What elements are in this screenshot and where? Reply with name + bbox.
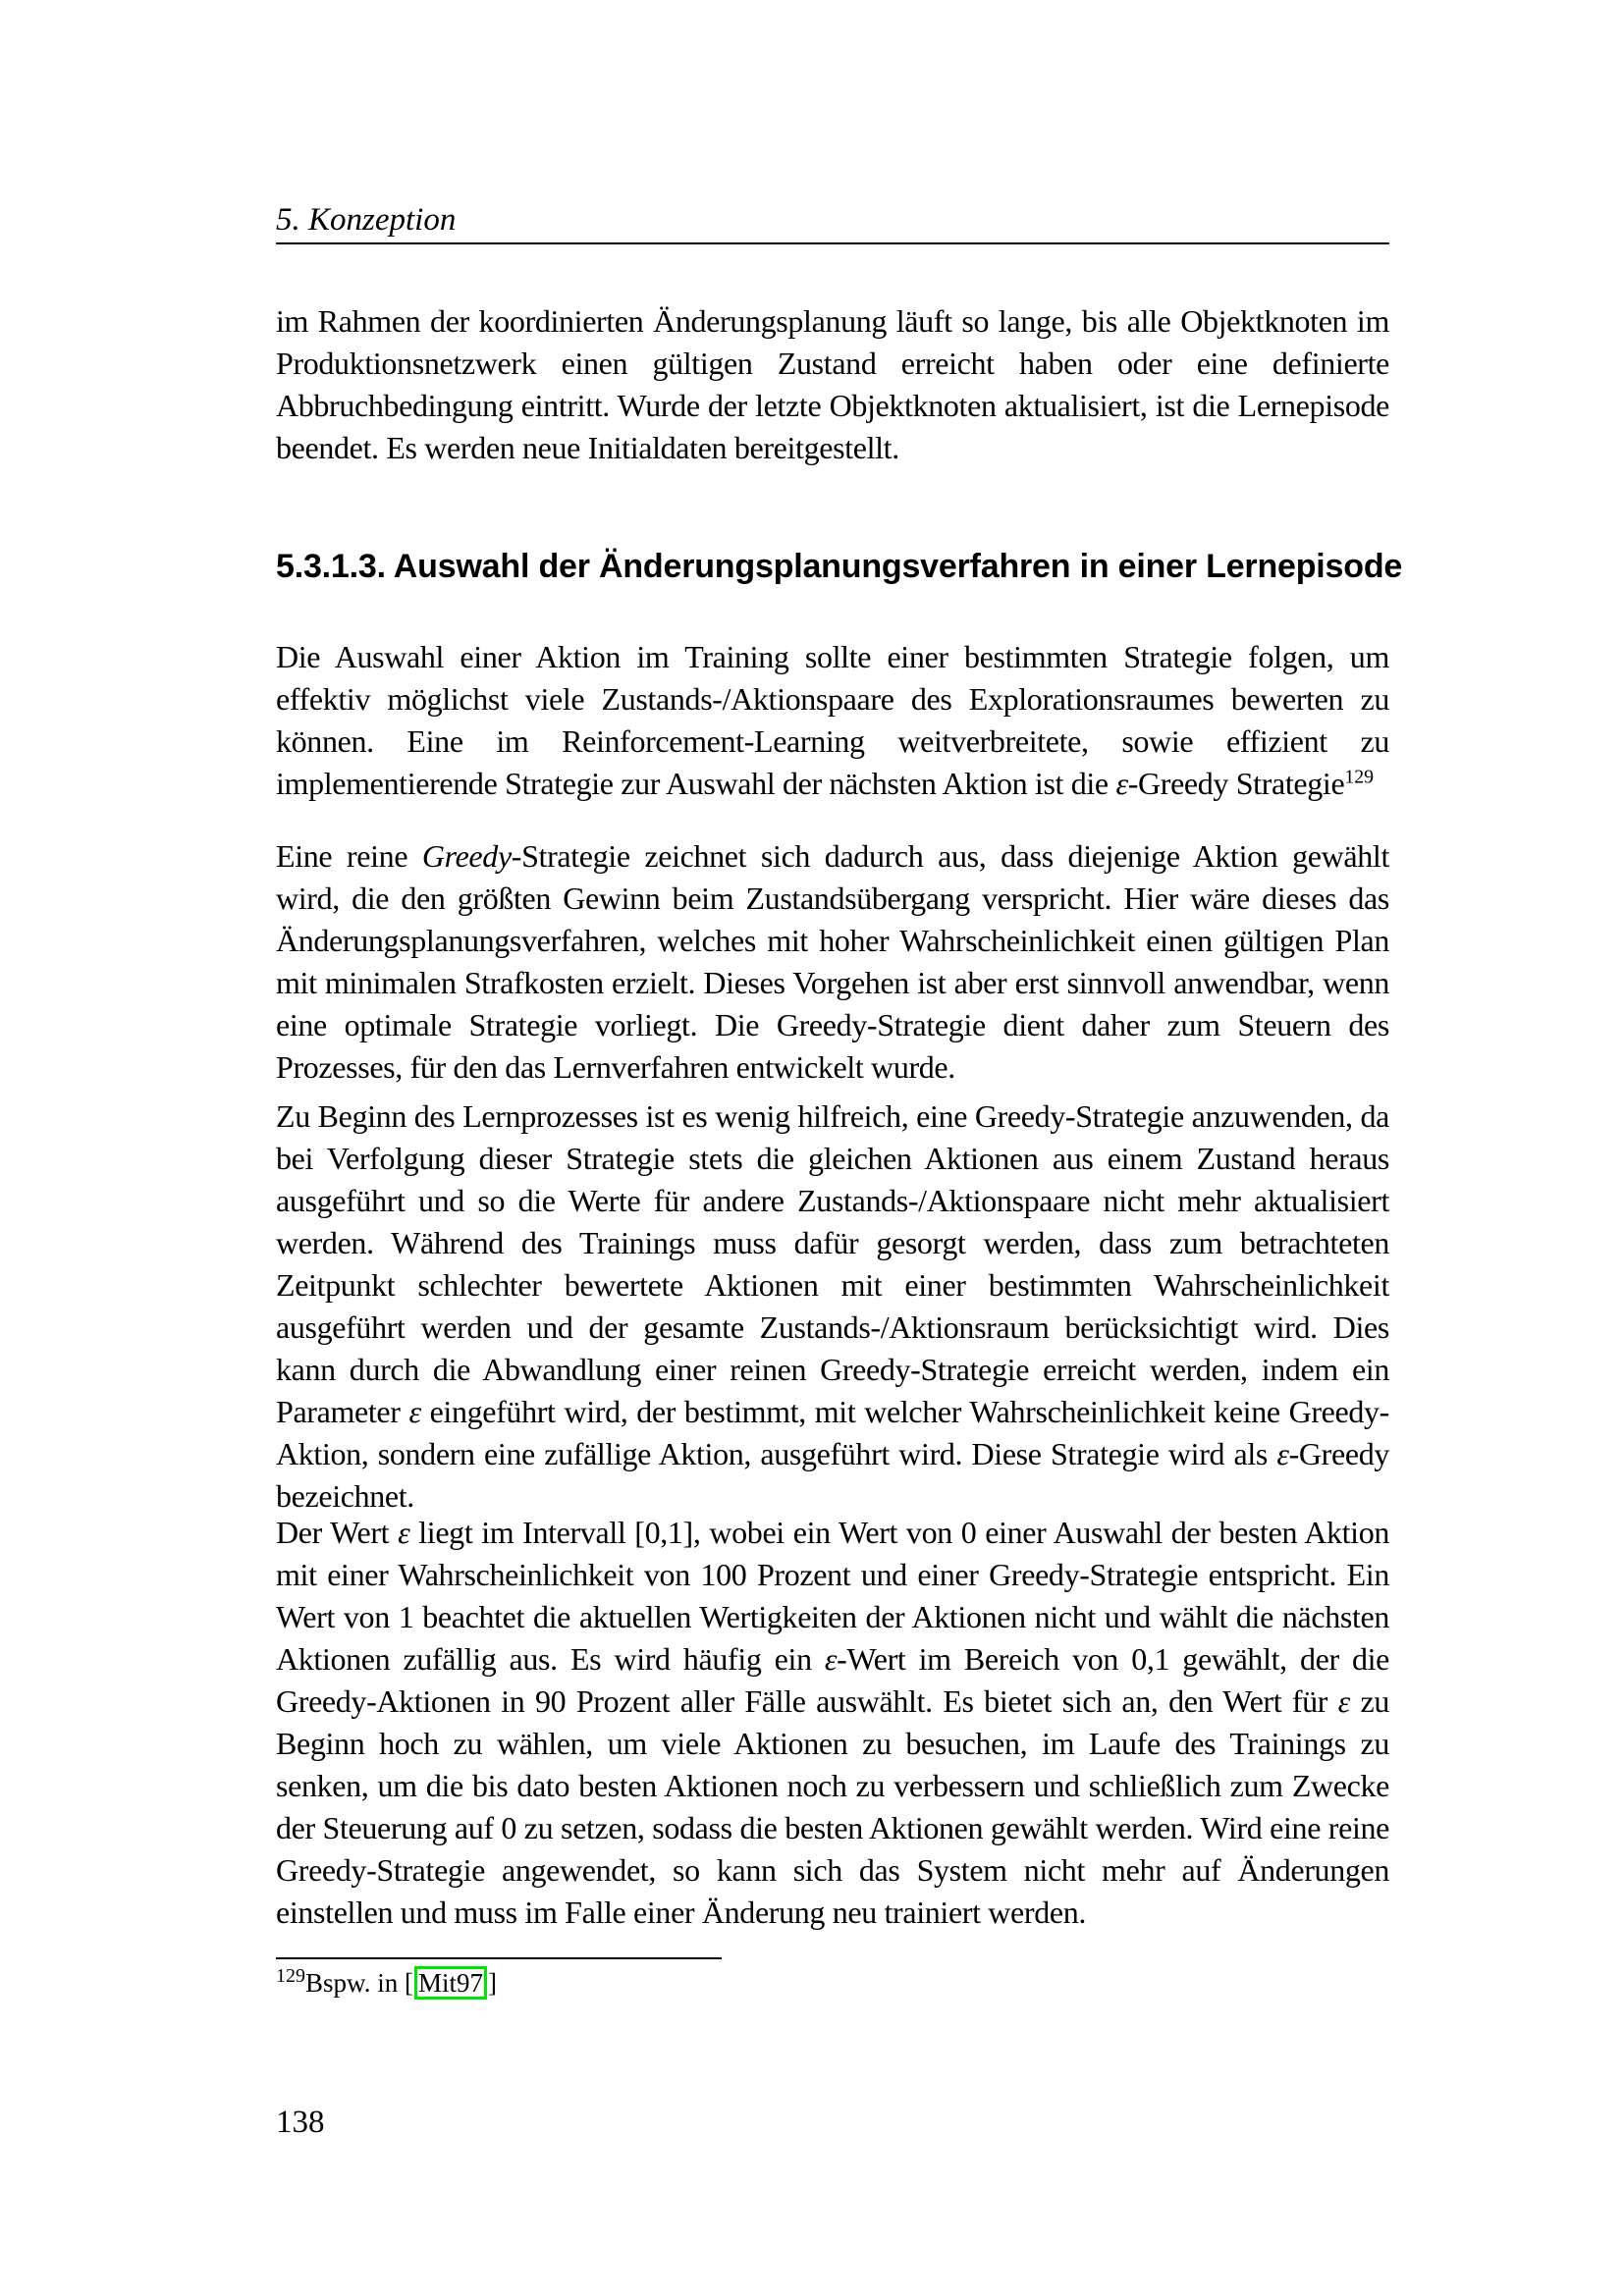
- paragraph: Eine reine Greedy-Strategie zeichnet sich dadurch aus, dass diejenige Aktion gewählt wird, die den größten Gewinn beim Zustandsübergang verspricht. Hier wäre dieses das Änderungsplanungsverfahren, welches mit hoher Wahrscheinlichkeit einen gültigen Plan mit minimalen Strafkosten erzielt. Dieses Vorgehen ist aber erst sinnvoll anwendbar, wenn eine optimale Strategie vorliegt. Die Greedy-Strategie dient daher zum Steuern des Prozesses, für den das Lernverfahren entwickelt wurde.: [276, 838, 1389, 1085]
- header-rule: [276, 242, 1389, 244]
- paragraph: im Rahmen der koordinierten Änderungsplanung läuft so lange, bis alle Objektknoten im Produktionsnetzwerk einen gültigen Zustand erreicht haben oder eine definierte Abbruchbedingung eintritt. Wurde der letzte Objektknoten aktualisiert, ist die Lernepisode beendet. Es werden neue Initialdaten bereitgestellt.: [276, 303, 1389, 465]
- footnote-text: Bspw. in [: [305, 1968, 414, 1998]
- running-header: [276, 200, 1389, 240]
- footnote-rule: [276, 1957, 722, 1959]
- footnote: [276, 1965, 1389, 2001]
- citation-link[interactable]: Mit97: [414, 1966, 487, 2000]
- section-heading: 5.3.1.3. Auswahl der Änderungsplanungsverfahren in einer Lernepisode: [276, 548, 1403, 585]
- footnote-text-suffix: ]: [488, 1968, 498, 1998]
- page-number: 138: [276, 2105, 325, 2140]
- paragraph: Zu Beginn des Lernprozesses ist es wenig hilfreich, eine Greedy-Strategie anzuwenden, da bei Verfolgung dieser Strategie stets die gleichen Aktionen aus einem Zustand heraus ausgeführt und so die Werte für andere Zustands-/Aktionspaare nicht mehr aktualisiert werden. Während des Trainings muss dafür gesorgt werden, dass zum betrachteten Zeitpunkt schlechter bewertete Aktionen mit einer bestimmten Wahrscheinlichkeit ausgeführt werden und der gesamte Zustands-/Aktionsraum berücksichtigt wird. Dies kann durch die Abwandlung einer reinen Greedy-Strategie erreicht werden, indem ein Parameter ε eingeführt wird, der bestimmt, mit welcher Wahrscheinlichkeit keine Greedy-Aktion, sondern eine zufällige Aktion, ausgeführt wird. Diese Strategie wird als ε-Greedy bezeichnet.: [276, 1098, 1389, 1514]
- running-header-title: 5. Konzeption: [276, 202, 457, 238]
- footnote-marker: 129: [276, 1965, 305, 1987]
- paragraph: Der Wert ε liegt im Intervall [0,1], wobei ein Wert von 0 einer Auswahl der besten Aktion mit einer Wahrscheinlichkeit von 100 Prozent und einer Greedy-Strategie entspricht. Ein Wert von 1 beachtet die aktuellen Wertigkeiten der Aktionen nicht und wählt die nächsten Aktionen zufällig aus. Es wird häufig ein ε-Wert im Bereich von 0,1 gewählt, der die Greedy-Aktionen in 90 Prozent aller Fälle auswählt. Es bietet sich an, den Wert für ε zu Beginn hoch zu wählen, um viele Aktionen zu besuchen, im Laufe des Trainings zu senken, um die bis dato besten Aktionen noch zu verbessern und schließlich zum Zwecke der Steuerung auf 0 zu setzen, sodass die besten Aktionen gewählt werden. Wird eine reine Greedy-Strategie angewendet, so kann sich das System nicht mehr auf Änderungen einstellen und muss im Falle einer Änderung neu trainiert werden.: [276, 1515, 1390, 1930]
- paragraph: Die Auswahl einer Aktion im Training sollte einer bestimmten Strategie folgen, um effektiv möglichst viele Zustands-/Aktionspaare des Explorationsraumes bewerten zu können. Eine im Reinforcement-Learning weitverbreitete, sowie effizient zu implementierende Strategie zur Auswahl der nächsten Aktion ist die ε-Greedy Strategie$^{129}$: [276, 639, 1389, 801]
